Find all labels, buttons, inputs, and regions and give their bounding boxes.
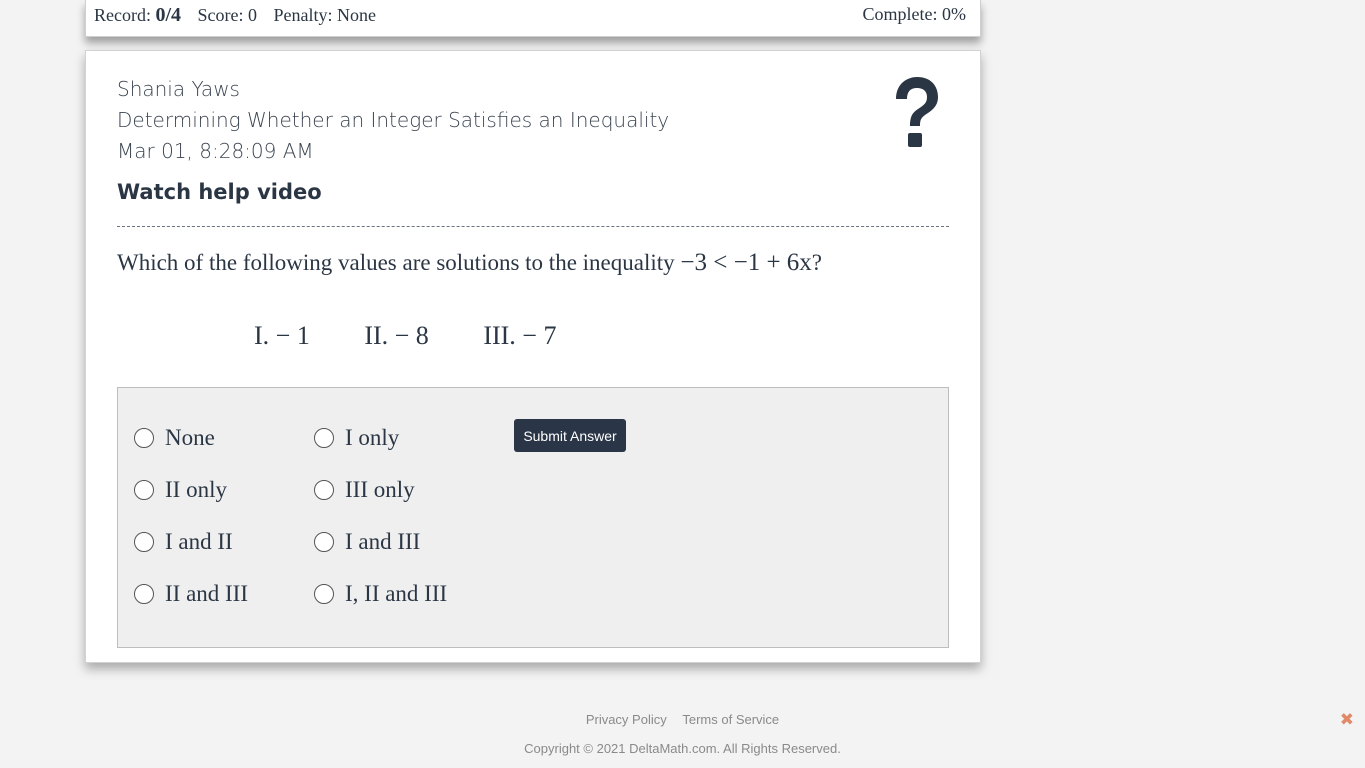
timestamp: Mar 01, 8:28:09 AM <box>117 139 314 163</box>
choice-none[interactable]: None <box>134 425 215 451</box>
choice-i-and-ii[interactable]: I and II <box>134 529 233 555</box>
record-value: 0/4 <box>155 4 182 26</box>
radio-button[interactable] <box>314 480 334 500</box>
option-iii: III. − 7 <box>483 321 557 350</box>
penalty-stat: Penalty: None <box>273 5 377 25</box>
radio-button[interactable] <box>314 532 334 552</box>
question-text <box>117 249 822 277</box>
penalty-value: None <box>337 5 377 25</box>
choice-i-only[interactable]: I only <box>314 425 399 451</box>
radio-button[interactable] <box>134 532 154 552</box>
option-ii: II. − 8 <box>364 321 429 350</box>
record-stat: Record: 0/4 <box>94 4 182 26</box>
radio-button[interactable] <box>314 428 334 448</box>
choice-iii-only[interactable]: III only <box>314 477 415 503</box>
option-i: I. − 1 <box>254 321 310 350</box>
radio-button[interactable] <box>314 584 334 604</box>
score-value: 0 <box>248 5 258 25</box>
divider <box>117 226 949 227</box>
inequality-math: −3 < −1 + 6x <box>680 249 812 276</box>
question-suffix: ? <box>811 250 823 275</box>
complete-stat: Complete: 0% <box>862 4 966 24</box>
radio-button[interactable] <box>134 428 154 448</box>
submit-answer-button[interactable]: Submit Answer <box>514 419 626 452</box>
student-name: Shania Yaws <box>117 77 240 101</box>
radio-button[interactable] <box>134 584 154 604</box>
value-options <box>254 321 604 351</box>
footer-links <box>0 712 1365 727</box>
copyright: Copyright © 2021 DeltaMath.com. All Rights Reserved. <box>524 741 841 756</box>
choice-i-and-iii[interactable]: I and III <box>314 529 420 555</box>
choice-ii-only[interactable]: II only <box>134 477 227 503</box>
score-stat: Score: 0 <box>197 5 258 25</box>
status-left <box>94 4 388 27</box>
radio-button[interactable] <box>134 480 154 500</box>
question-prompt: Which of the following values are solutions to the inequality <box>117 250 675 275</box>
status-bar <box>85 0 981 37</box>
choice-ii-and-iii[interactable]: II and III <box>134 581 248 607</box>
choice-i-ii-and-iii[interactable]: I, II and III <box>314 581 447 607</box>
complete-value: 0% <box>942 4 966 24</box>
watch-help-video-link[interactable]: Watch help video <box>117 180 322 204</box>
privacy-policy-link[interactable]: Privacy Policy <box>585 712 667 727</box>
question-mark-icon[interactable] <box>886 73 946 153</box>
problem-card <box>85 50 981 663</box>
skill-title: Determining Whether an Integer Satisfies an Inequality <box>117 108 670 132</box>
terms-of-service-link[interactable]: Terms of Service <box>682 712 780 727</box>
answer-box <box>117 387 949 648</box>
close-icon[interactable]: ✖ <box>1339 710 1354 730</box>
